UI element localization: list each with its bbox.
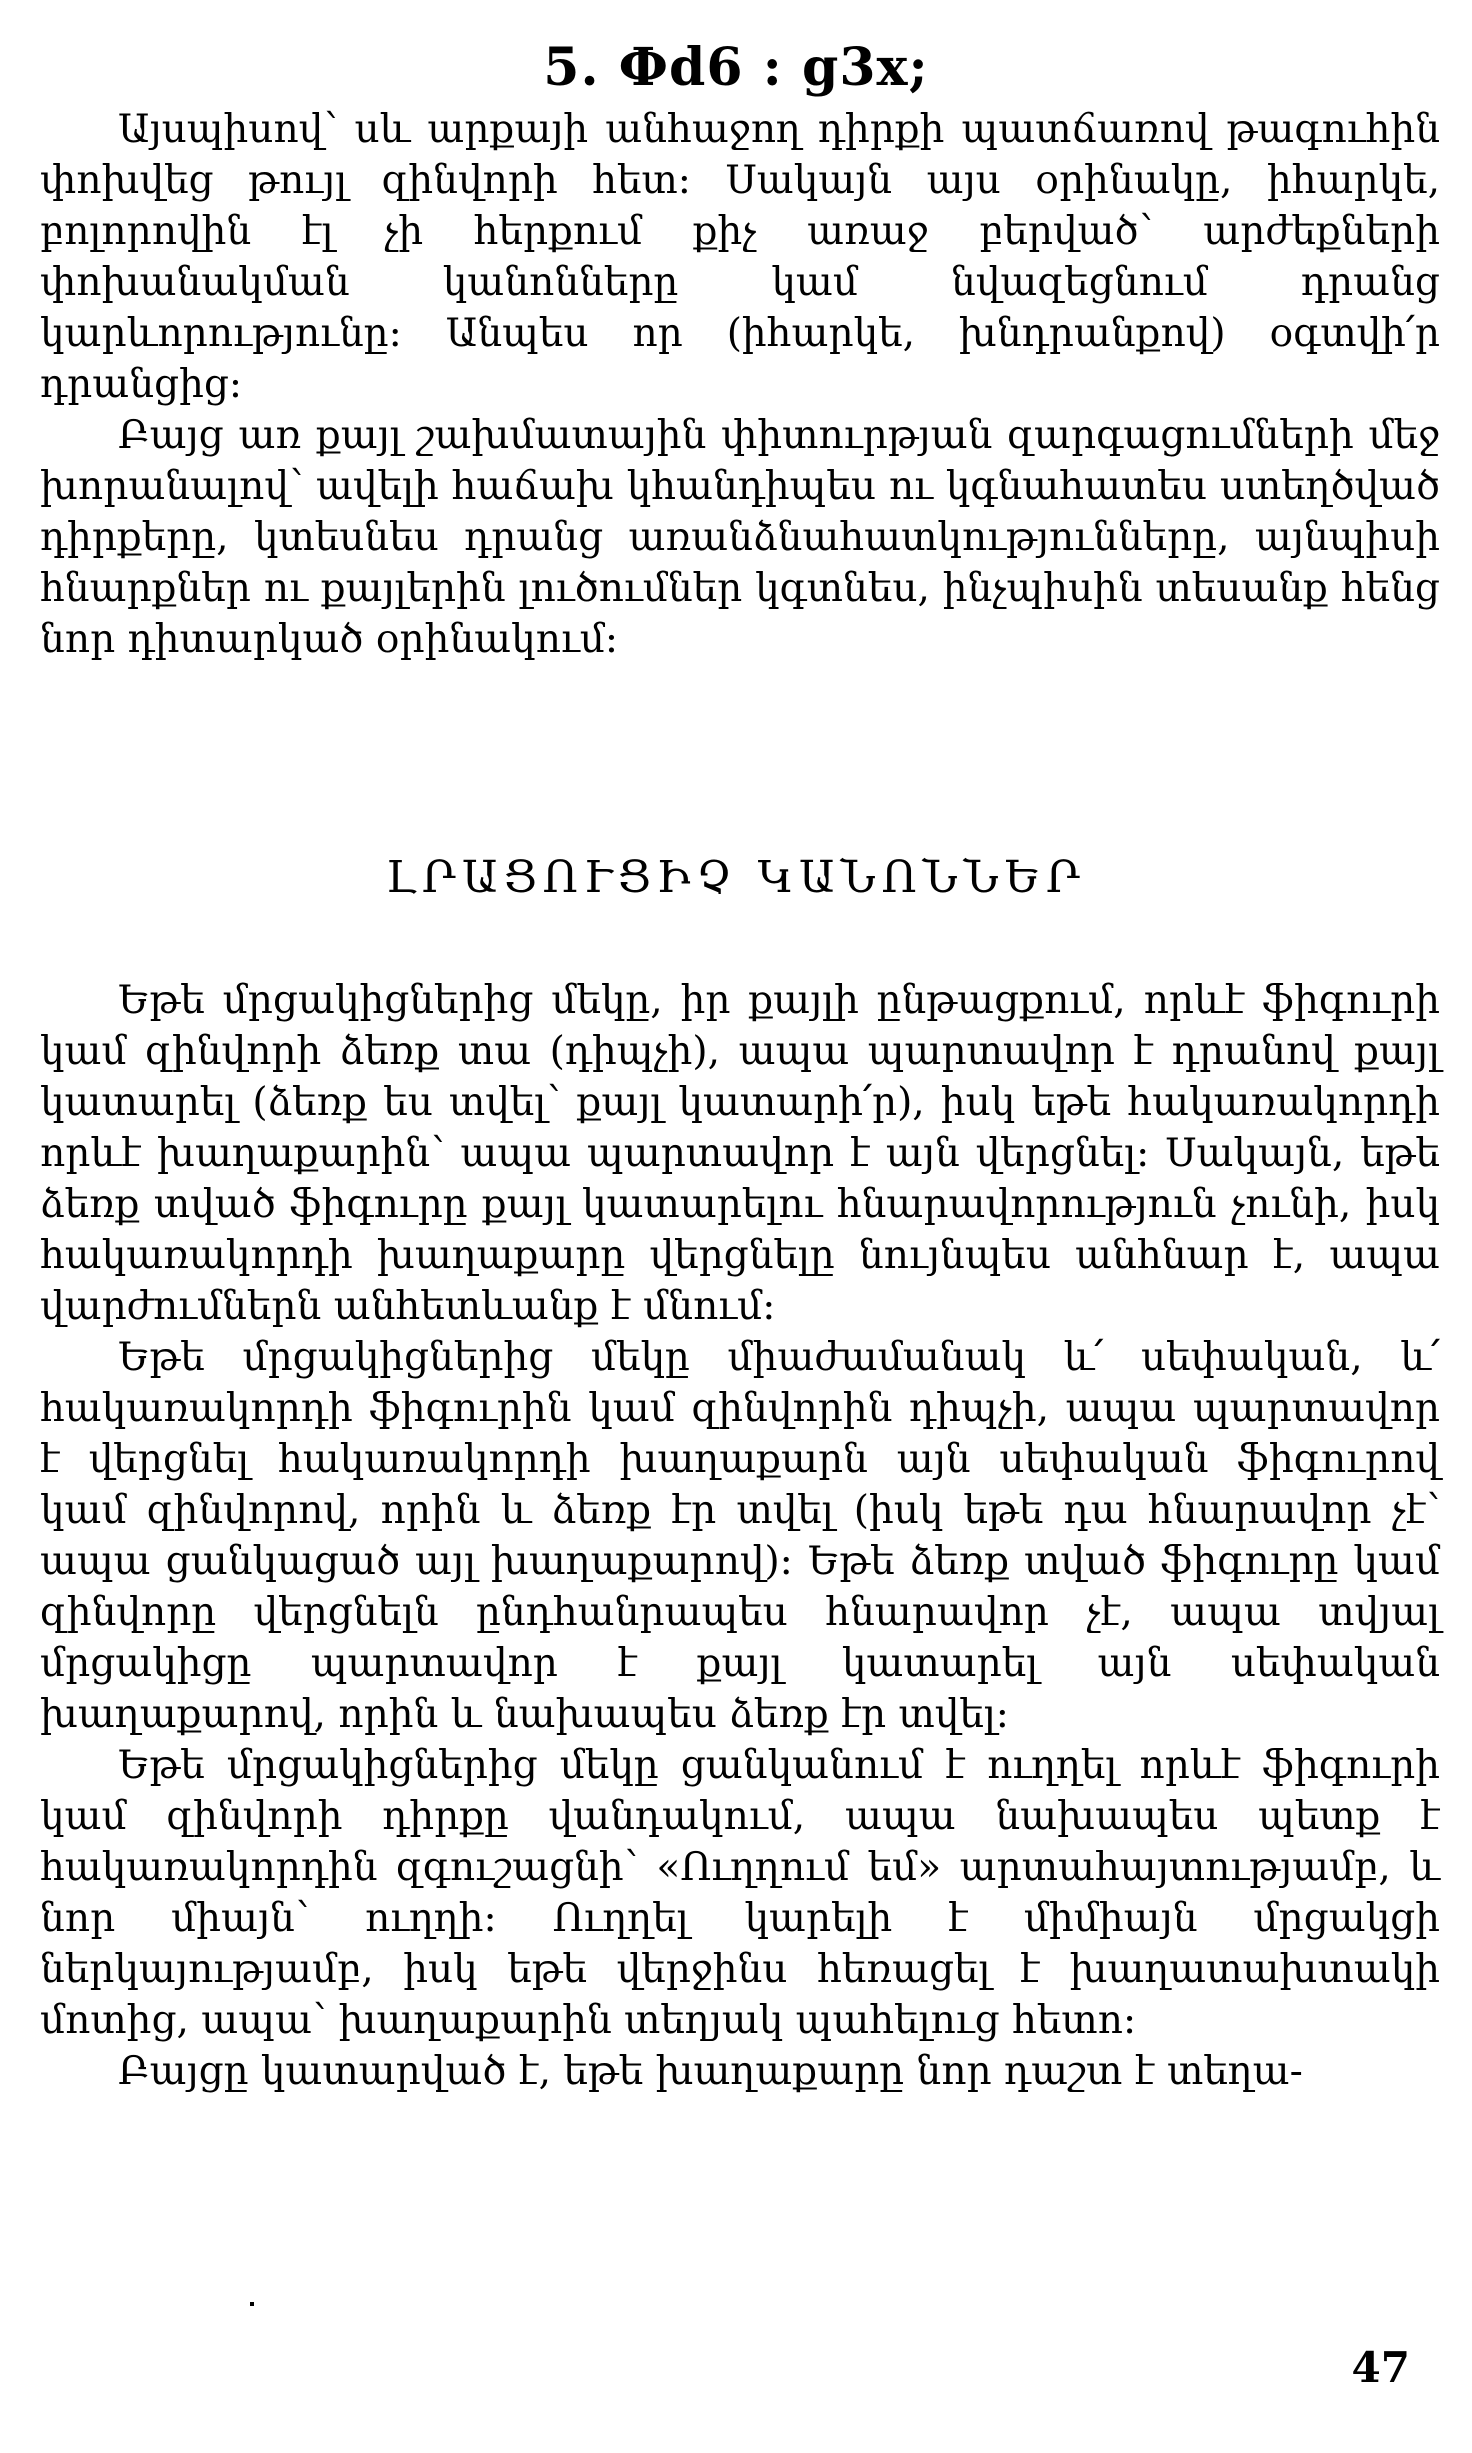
chess-move-notation: 5. Фd6 : g3x;	[543, 37, 929, 98]
rules-text	[40, 975, 1440, 2097]
section-heading: ԼՐԱՑՈՒՑԻՉ ԿԱՆՈՆՆԵՐ	[385, 852, 1087, 903]
paragraph: Եթե մրցակիցներից մեկը, իր քայլի ընթացքում, որևէ ֆիգուրի կամ զինվորի ձեռք տա (դիպչի), ապա պարտավոր է դրանով քայլ կատարել (ձեռք ես տվել՝ քայլ կատարի՛ր), իսկ եթե հակառակորդի որևէ խաղաքարին՝ ապա պարտավոր է այն վերցնել։ Սակայն, եթե ձեռք տված ֆիգուրը քայլ կատարելու հնարավորություն չունի, իսկ հակառակորդի խաղաքարը վերցնելը նույնպես անհնար է, ապա վարժումներն անհետևանք է մնում։	[40, 978, 1440, 1329]
paragraph: Այսպիսով՝ սև արքայի անհաջող դիրքի պատճառով թագուհին փոխվեց թույլ զինվորի հետ։ Սակայն այս օրինակը, իհարկե, բոլորովին էլ չի հերքում քիչ առաջ բերված՝ արժեքների փոխանակման կանոնները կամ նվազեցնում դրանց կարևորությունը։ Անպես որ (իհարկե, խնդրանքով) օգտվի՛ր դրանցից։	[40, 107, 1440, 407]
print-speck	[250, 2302, 254, 2306]
intro-text	[40, 104, 1440, 665]
paragraph: Բայցը կատարված է, եթե խաղաքարը նոր դաշտ է տեղա-	[118, 2049, 1303, 2094]
paragraph: Բայց առ քայլ շախմատային փիտուրթյան զարգացումների մեջ խորանալով՝ ավելի հաճախ կհանդիպես ու կգնահատես ստեղծված դիրքերը, կտեսնես դրանց առանձնահատկությունները, այնպիսի հնարքներ ու քայլերին լուծումներ կգտնես, ինչպիսին տեսանք հենց նոր դիտարկած օրինակում։	[40, 413, 1440, 662]
paragraph: Եթե մրցակիցներից մեկը ցանկանում է ուղղել որևէ ֆիգուրի կամ զինվորի դիրքը վանդակում, ապա նախապես պետք է հակառակորդին զգուշացնի՝ «Ուղղում եմ» արտահայտությամբ, և նոր միայն՝ ուղղի։ Ուղղել կարելի է միմիայն մրցակցի ներկայությամբ, իսկ եթե վերջինս հեռացել է խաղատախտակի մոտից, ապա՝ խաղաքարին տեղյակ պահելուց հետո։	[40, 1743, 1440, 2043]
paragraph: Եթե մրցակիցներից մեկը միաժամանակ և՛ սեփական, և՛ հակառակորդի ֆիգուրին կամ զինվորին դիպչի, ապա պարտավոր է վերցնել հակառակորդի խաղաքարն այն սեփական ֆիգուրով կամ զինվորով, որին և ձեռք էր տվել (իսկ եթե դա հնարավոր չէ՝ ապա ցանկացած այլ խաղաքարով)։ Եթե ձեռք տված ֆիգուրը կամ զինվորը վերցնելն ընդհանրապես հնարավոր չէ, ապա տվյալ մրցակիցը պարտավոր է քայլ կատարել այն սեփական խաղաքարով, որին և նախապես ձեռք էր տվել։	[40, 1335, 1440, 1737]
page-number: 47	[1351, 2343, 1410, 2392]
